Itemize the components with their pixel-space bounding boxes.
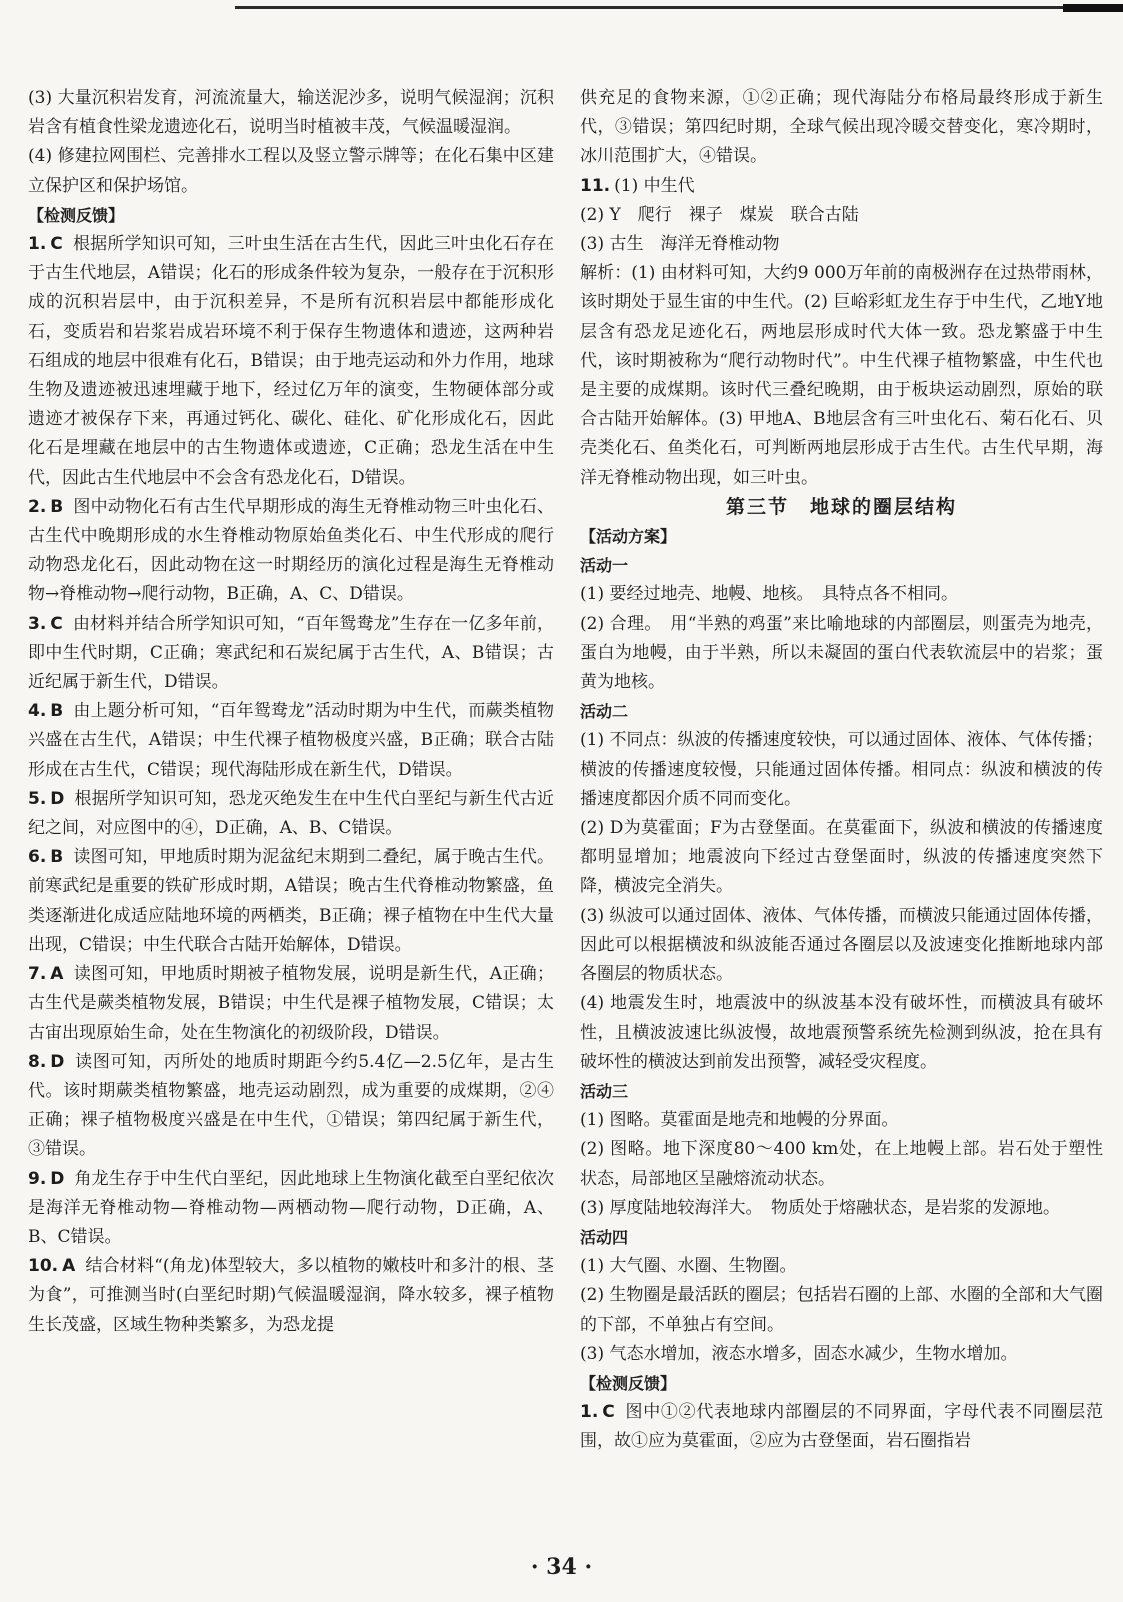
explanation: 解析：(1) 由材料可知，大约9 000万年前的南极洲存在过热带雨林，该时期处于显生宙的中生代。(2) 巨峪彩虹龙生存于中生代，乙地Y地层含有恐龙足迹化石，两地层形成时代大体一致。恐龙繁盛于中生代，该时期被称为“爬行动物时代”。中生代裸子植物繁盛，中生代也是主要的成煤期。该时代三叠纪晚期，由于板块运动剧烈，原始的联合古陆开始解体。(3) 甲地A、B地层含有三叶虫化石、菊石化石、贝壳类化石、鱼类化石，可判断两地层形成于古生代。古生代早期，海洋无脊椎动物出现，如三叶虫。 bbox=[580, 263, 1103, 488]
answer-text: 角龙生存于中生代白垩纪，因此地球上生物演化截至白垩纪依次是海洋无脊椎动物—脊椎动物—两栖动物—爬行动物，D正确，A、B、C错误。 bbox=[28, 1168, 554, 1247]
answer-item bbox=[28, 230, 554, 493]
answer-text: 图中①②代表地球内部圈层的不同界面，字母代表不同圈层范围，故①应为莫霍面，②应为古登堡面，岩石圈指岩 bbox=[580, 1402, 1103, 1452]
answer-letter: A bbox=[50, 964, 64, 985]
question-number: 4. bbox=[28, 701, 47, 722]
paragraph: (3) 厚度陆地较海洋大。 物质处于熔融状态，是岩浆的发源地。 bbox=[580, 1197, 1060, 1218]
question-number: 11. bbox=[580, 175, 611, 196]
question-number: 1. bbox=[580, 1402, 599, 1423]
right-column bbox=[580, 84, 1103, 1457]
answer-text: 由上题分析可知，“百年鸳鸯龙”活动时期为中生代，而蕨类植物兴盛在古生代，A错误；中生代裸子植物极度兴盛，B正确；联合古陆形成在古生代，C错误；现代海陆形成在新生代，D错误。 bbox=[28, 701, 554, 780]
answer-item bbox=[28, 785, 554, 843]
answer-text: 图中动物化石有古生代早期形成的海生无脊椎动物三叶虫化石、古生代中晚期形成的水生脊椎动物原始鱼类化石、中生代形成的爬行动物恐龙化石，因此动物在这一时期经历的演化过程是海生无脊椎动物→脊椎动物→爬行动物，B正确，A、C、D错误。 bbox=[28, 496, 554, 605]
answer-item bbox=[28, 1048, 554, 1165]
question-number: 5. bbox=[28, 788, 47, 809]
question-number: 6. bbox=[28, 847, 47, 868]
answer-letter: B bbox=[50, 701, 64, 722]
question-number: 8. bbox=[28, 1051, 47, 1072]
section-title: 第三节 地球的圈层结构 bbox=[725, 495, 957, 518]
question-number: 1. bbox=[28, 234, 47, 255]
answer-item bbox=[28, 493, 554, 610]
paragraph: (2) 图略。地下深度80～400 km处，在上地幔上部。岩石处于塑性状态，局部地区呈融熔流动状态。 bbox=[580, 1139, 1103, 1189]
question-number: 3. bbox=[28, 613, 47, 634]
paragraph: (2) 生物圈是最活跃的圈层；包括岩石圈的上部、水圈的全部和大气圈的下部，不单独占有空间。 bbox=[580, 1285, 1103, 1335]
paragraph: (2) Y 爬行 裸子 煤炭 联合古陆 bbox=[580, 204, 859, 225]
paragraph: (1) 不同点：纵波的传播速度较快，可以通过固体、液体、气体传播；横波的传播速度较慢，只能通过固体传播。相同点：纵波和横波的传播速度都因介质不同而变化。 bbox=[580, 730, 1103, 809]
answer-item bbox=[580, 172, 1103, 201]
paragraph: (4) 修建拉网围栏、完善排水工程以及竖立警示牌等；在化石集中区建立保护区和保护场馆。 bbox=[28, 146, 554, 196]
top-rule-mark bbox=[1063, 4, 1123, 12]
top-rule bbox=[235, 6, 1123, 9]
left-column bbox=[28, 84, 554, 1340]
answer-letter: D bbox=[50, 1051, 65, 1072]
answer-text: (1) 中生代 bbox=[614, 175, 695, 196]
paragraph: (3) 纵波可以通过固体、液体、气体传播，而横波只能通过固体传播，因此可以根据横波和纵波能否通过各圈层以及波速变化推断地球内部各圈层的物质状态。 bbox=[580, 905, 1103, 985]
answer-item bbox=[28, 843, 554, 960]
section-heading: 【活动方案】 bbox=[580, 527, 677, 547]
answer-letter: A bbox=[62, 1256, 76, 1277]
answer-letter: C bbox=[602, 1402, 615, 1423]
question-number: 10. bbox=[28, 1256, 59, 1277]
question-number: 9. bbox=[28, 1168, 47, 1189]
paragraph: (3) 气态水增加，液态水增多，固态水减少，生物水增加。 bbox=[580, 1343, 1018, 1364]
answer-item bbox=[28, 1165, 554, 1253]
answer-letter: B bbox=[50, 496, 64, 517]
paragraph: (2) 合理。 用“半熟的鸡蛋”来比喻地球的内部圈层，则蛋壳为地壳，蛋白为地幔，由于半熟，所以未凝固的蛋白代表软流层中的岩浆；蛋黄为地核。 bbox=[580, 613, 1103, 693]
question-number: 7. bbox=[28, 964, 47, 985]
answer-item bbox=[28, 960, 554, 1048]
paragraph: (4) 地震发生时，地震波中的纵波基本没有破坏性，而横波具有破坏性，且横波波速比纵波慢，故地震预警系统先检测到纵波，抢在具有破坏性的横波达到前发出预警，减轻受灾程度。 bbox=[580, 993, 1103, 1072]
answer-letter: D bbox=[50, 788, 65, 809]
section-heading: 【检测反馈】 bbox=[580, 1373, 677, 1393]
answer-item bbox=[28, 697, 554, 785]
section-heading: 【检测反馈】 bbox=[28, 205, 125, 225]
paragraph: (1) 大气圈、水圈、生物圈。 bbox=[580, 1256, 797, 1277]
answer-letter: D bbox=[50, 1168, 65, 1189]
activity-heading: 活动四 bbox=[580, 1227, 629, 1247]
paragraph: (3) 大量沉积岩发育，河流流量大，输送泥沙多，说明气候湿润；沉积岩含有植食性梁龙遗迹化石，说明当时植被丰茂，气候温暖湿润。 bbox=[28, 88, 554, 138]
answer-item bbox=[580, 1398, 1103, 1456]
answer-item bbox=[28, 1252, 554, 1340]
answer-text: 由材料并结合所学知识可知，“百年鸳鸯龙”生存在一亿多年前，即中生代时期，C正确；寒武纪和石炭纪属于古生代，A、B错误；古近纪属于新生代，D错误。 bbox=[28, 613, 554, 693]
answer-letter: C bbox=[50, 234, 63, 255]
answer-text: 结合材料“(角龙)体型较大，多以植物的嫩枝叶和多汁的根、茎为食”，可推测当时(白垩纪时期)气候温暖湿润，降水较多，裸子植物生长茂盛，区域生物种类繁多，为恐龙提 bbox=[28, 1256, 554, 1335]
activity-heading: 活动三 bbox=[580, 1081, 629, 1101]
answer-letter: B bbox=[50, 847, 64, 868]
page-number: · 34 · bbox=[530, 1554, 593, 1580]
paragraph: 供充足的食物来源，①②正确；现代海陆分布格局最终形成于新生代，③错误；第四纪时期，全球气候出现冷暖交替变化，寒冷期时，冰川范围扩大，④错误。 bbox=[580, 88, 1103, 167]
activity-heading: 活动一 bbox=[580, 556, 629, 576]
answer-text: 读图可知，丙所处的地质时期距今约5.4亿—2.5亿年，是古生代。该时期蕨类植物繁盛，地壳运动剧烈，成为重要的成煤期，②④正确；裸子植物极度兴盛是在中生代，①错误；第四纪属于新生代，③错误。 bbox=[28, 1051, 554, 1160]
answer-text: 读图可知，甲地质时期为泥盆纪末期到二叠纪，属于晚古生代。前寒武纪是重要的铁矿形成时期，A错误；晚古生代脊椎动物繁盛，鱼类逐渐进化成适应陆地环境的两栖类，B正确；裸子植物在中生代大量出现，C错误；中生代联合古陆开始解体，D错误。 bbox=[28, 847, 554, 955]
answer-text: 根据所学知识可知，三叶虫生活在古生代，因此三叶虫化石存在于古生代地层，A错误；化石的形成条件较为复杂，一般存在于沉积形成的沉积岩层中，由于沉积差异，不是所有沉积岩层中都能形成化石，变质岩和岩浆岩成岩环境不利于保存生物遗体和遗迹，这两种岩石组成的地层中很难有化石，B错误；由于地壳运动和外力作用，地球生物及遗迹被迅速埋藏于地下，经过亿万年的演变，生物硬体部分或遗迹才被保存下来，再通过钙化、碳化、硅化、矿化形成化石，因此化石是埋藏在地层中的古生物遗体或遗迹，C正确；恐龙生活在中生代，因此古生代地层中不会含有恐龙化石，D错误。 bbox=[28, 234, 554, 488]
activity-heading: 活动二 bbox=[580, 702, 629, 722]
answer-text: 读图可知，甲地质时期被子植物发展，说明是新生代，A正确；古生代是蕨类植物发展，B错误；中生代是裸子植物发展，C错误；太古宙出现原始生命，处在生物演化的初级阶段，D错误。 bbox=[28, 964, 554, 1043]
paragraph: (3) 古生 海洋无脊椎动物 bbox=[580, 234, 780, 255]
answer-item bbox=[28, 610, 554, 698]
paragraph: (2) D为莫霍面；F为古登堡面。在莫霍面下，纵波和横波的传播速度都明显增加；地震波向下经过古登堡面时，纵波的传播速度突然下降，横波完全消失。 bbox=[580, 818, 1103, 897]
question-number: 2. bbox=[28, 496, 47, 517]
paragraph: (1) 要经过地壳、地幔、地核。 具特点各不相同。 bbox=[580, 584, 958, 605]
paragraph: (1) 图略。莫霍面是地壳和地幔的分界面。 bbox=[580, 1110, 899, 1131]
answer-letter: C bbox=[50, 613, 63, 634]
answer-text: 根据所学知识可知，恐龙灭绝发生在中生代白垩纪与新生代古近纪之间，对应图中的④，D正确，A、B、C错误。 bbox=[28, 788, 554, 839]
